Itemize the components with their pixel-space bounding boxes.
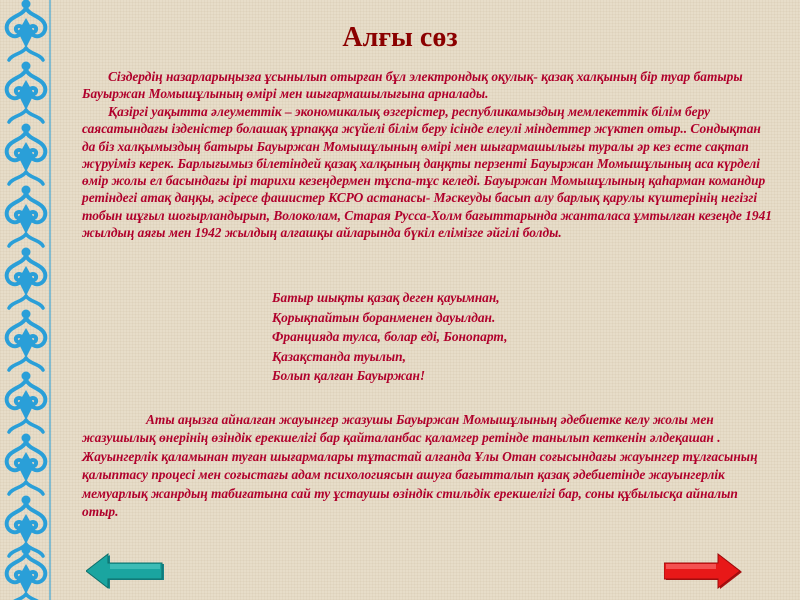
poem [272,288,632,386]
closing-paragraph: Аты аңызға айналған жауынгер жазушы Бауыржан Момышұлының әдебиетке келу жолы мен жазушылық өнерінің өзіндік ерекшелігі бар қайталанбас қаламгер ретінде танылып кеткенін әлдеқашан . Жауынгерлік қаламынан туған шығармалары тұтастай алғанда Ұлы Отан соғысындағы жауынгер тұлғасының қалыптасу процесі мен соғыстағы адам психологиясын ашуға бағытталып қазақ әдебиетінде жауынгерлік мемуарлық жанрдың табиғатына сай ту ұстаушы өзіндік стильдік ерекшелігі бар, соны құбылысқа айналып отыр. [82,412,758,520]
poem-line: Қорықпайтын боранменен дауылдан. [272,309,496,325]
poem-line: Францияда тулса, болар еді, Бонопарт, [272,329,508,345]
poem-line: Батыр шықты қазақ деген қауымнан, [272,290,500,305]
ornament-border [0,0,62,600]
page-title: Алғы сөз [342,22,458,53]
next-arrow-icon [664,552,744,592]
poem-line: Қазақстанда туылып, [272,348,406,364]
intro-paragraph: Сіздердің назарларыңызға ұсынылып отырған бұл электрондық оқулық- қазақ халқының бір туар батыры Бауыржан Момышұлының өмірі мен шығармашылығына арналады. [82,69,743,102]
back-button[interactable] [86,552,166,592]
next-button[interactable] [664,552,744,592]
poem-line: Болып қалған Бауыржан! [272,368,426,384]
back-arrow-icon [86,552,166,592]
body-paragraph: Қазіргі уақытта әлеуметтік – экономикалық өзгерістер, республикамыздың мемлекеттік білім беру саясатындағы ізденістер болашақ ұрпаққа жүйелі білім беру ісінде елеулі міндеттер жүктеп отыр.. Сондықтан да біз халқымыздың батыры Бауыржан Момышұлының өмірі мен шығармашылығы туралы әр кез есте сақтап жүруіміз керек. Барлығымыз білетіндей қазақ халқының даңқты перзенті Бауыржан Момышұлының аса күрделі өмір жолы ел басындағы ірі тарихи кезеңдермен тұспа-тұс келеді. Бауыржан Момышұлының қаһарман командир ретіндегі атақ даңқы, әсіресе фашистер КСРО астанасы- Мәскеуды басып алу барлық қарулы күштерінің негізгі тобын шұғыл шоғырландырып, Волоколам, Старая Русса-Холм бағыттарында жанталаса ұмтылған кезеңде 1941 жылдың аяғы мен 1942 жылдың алғашқы айларында бүкіл елімізге әйгілі болды. [82,104,772,241]
